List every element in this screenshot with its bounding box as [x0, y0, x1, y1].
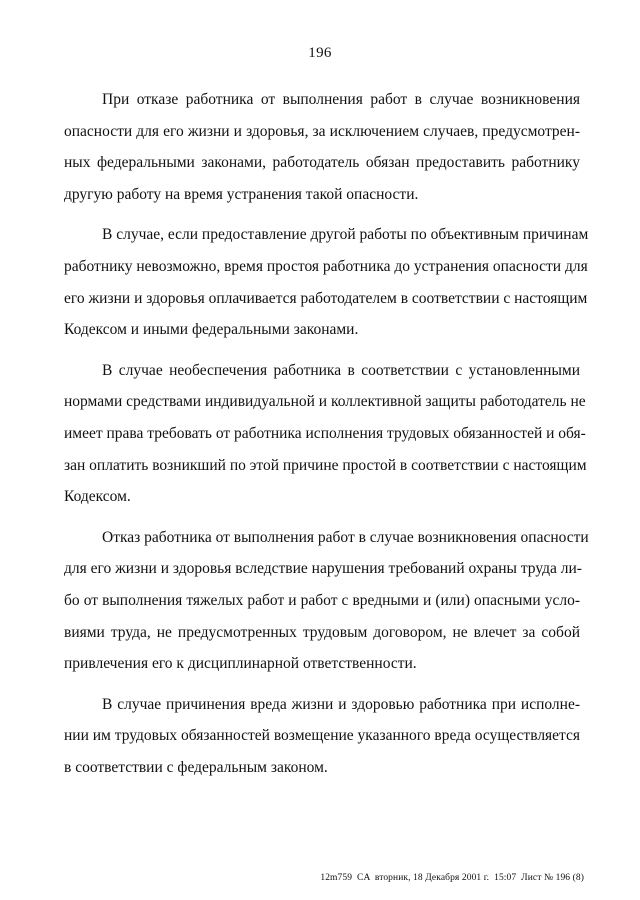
text-line: ных федеральными законами, работодатель обязан предоставить работнику: [64, 154, 580, 172]
text-line: Кодексом.: [64, 488, 131, 506]
body-text: [64, 84, 589, 792]
paragraph: [64, 355, 587, 513]
text-line: Кодексом и иными федеральными законами.: [64, 321, 359, 339]
text-line: нормами средствами индивидуальной и коллективной защиты работодатель не: [64, 393, 586, 411]
paragraph: [64, 689, 580, 784]
print-footer: 12m759 CA вторник, 18 Декабря 2001 г. 15:07 Лист № 196 (8): [320, 873, 584, 883]
text-line: зан оплатить возникший по этой причине простой в соответствии с настоящим: [64, 456, 587, 474]
text-line: привлечения его к дисциплинарной ответственности.: [64, 655, 417, 673]
text-line: другую работу на время устранения такой опасности.: [64, 185, 419, 203]
text-line: бо от выполнения тяжелых работ и работ с вредными и (или) опасными усло-: [64, 591, 580, 609]
text-line: В случае, если предоставление другой работы по объективным причинам: [102, 226, 589, 244]
text-line: В случае причинения вреда жизни и здоровью работника при исполне-: [102, 695, 580, 713]
text-line: для его жизни и здоровья вследствие нарушения требований охраны труда ли-: [64, 560, 582, 578]
page-number: 196: [308, 45, 332, 61]
text-line: виями труда, не предусмотренных трудовым договором, не влечет за собой: [64, 623, 580, 641]
text-line: Отказ работника от выполнения работ в случае возникновения опасности: [102, 528, 589, 546]
paragraph: [64, 84, 580, 210]
text-line: имеет права требовать от работника исполнения трудовых обязанностей и обя-: [64, 424, 586, 442]
text-line: его жизни и здоровья оплачивается работодателем в соответствии с настоящим: [64, 289, 588, 307]
paragraph: [64, 219, 589, 345]
text-line: опасности для его жизни и здоровья, за исключением случаев, предусмотрен-: [64, 122, 580, 140]
text-line: нии им трудовых обязанностей возмещение указанного вреда осуществляется: [64, 727, 581, 745]
text-line: в соответствии с федеральным законом.: [64, 758, 328, 776]
text-line: работнику невозможно, время простоя работника до устранения опасности для: [64, 257, 588, 275]
paragraph: [64, 522, 589, 680]
text-line: В случае необеспечения работника в соответствии с установленными: [102, 361, 580, 379]
text-line: При отказе работника от выполнения работ в случае возникновения: [102, 91, 580, 108]
